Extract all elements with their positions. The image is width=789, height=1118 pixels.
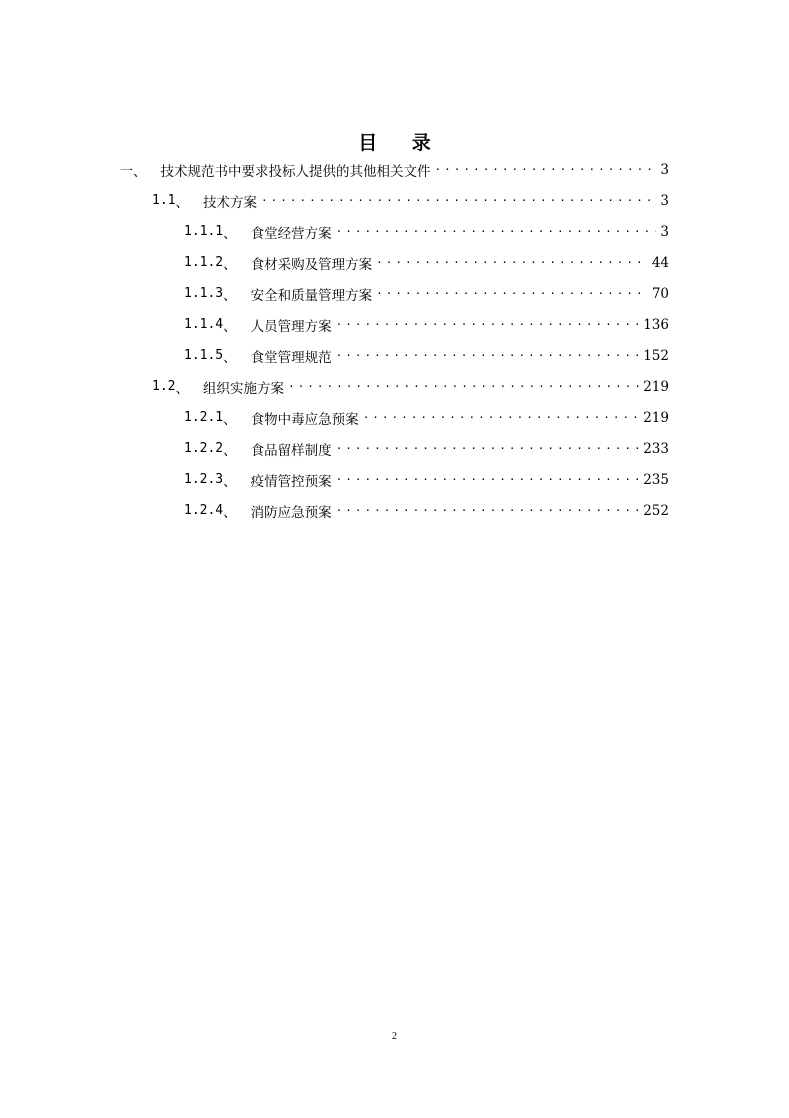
page-number: 2 bbox=[392, 1031, 397, 1042]
dot-leader bbox=[336, 316, 640, 335]
toc-heading: 技术规范书中要求投标人提供的其他相关文件 bbox=[160, 163, 431, 180]
toc-entry[interactable] bbox=[0, 402, 789, 433]
toc-page-number: 219 bbox=[643, 409, 669, 426]
toc-heading: 人员管理方案 bbox=[250, 318, 332, 335]
toc-number: 1.2.1 bbox=[184, 410, 224, 425]
table-of-contents bbox=[0, 154, 789, 526]
toc-number: 1.1.4 bbox=[184, 317, 224, 332]
toc-heading: 安全和质量管理方案 bbox=[250, 287, 373, 304]
toc-heading: 食材采购及管理方案 bbox=[250, 256, 373, 273]
toc-heading: 消防应急预案 bbox=[250, 504, 332, 521]
dot-leader bbox=[376, 285, 648, 304]
toc-page-number: 233 bbox=[643, 440, 669, 457]
dot-leader bbox=[376, 254, 648, 273]
toc-heading: 疫情管控预案 bbox=[250, 473, 332, 490]
dot-leader bbox=[336, 502, 640, 521]
toc-number: 1.2.3 bbox=[184, 472, 224, 487]
toc-separator: 、 bbox=[223, 287, 237, 304]
toc-separator: 、 bbox=[223, 225, 237, 242]
toc-separator: 、 bbox=[133, 163, 147, 180]
toc-number: 1.1 bbox=[152, 193, 176, 208]
toc-page-number: 252 bbox=[643, 502, 669, 519]
toc-entry[interactable] bbox=[0, 247, 789, 278]
toc-heading: 食堂管理规范 bbox=[250, 349, 332, 366]
dot-leader bbox=[261, 192, 656, 211]
toc-page-number: 219 bbox=[643, 378, 669, 395]
toc-heading: 食物中毒应急预案 bbox=[250, 411, 359, 428]
toc-number: 1.1.5 bbox=[184, 348, 224, 363]
toc-separator: 、 bbox=[223, 442, 237, 459]
toc-page-number: 3 bbox=[660, 223, 669, 240]
toc-page-number: 235 bbox=[643, 471, 669, 488]
toc-number: 1.2 bbox=[152, 379, 176, 394]
toc-entry[interactable] bbox=[0, 278, 789, 309]
toc-page-number: 3 bbox=[660, 192, 669, 209]
dot-leader bbox=[336, 347, 640, 366]
page-title: 目 录 bbox=[358, 132, 445, 154]
dot-leader bbox=[336, 223, 657, 242]
toc-entry[interactable] bbox=[0, 340, 789, 371]
toc-separator: 、 bbox=[175, 380, 189, 397]
dot-leader bbox=[435, 161, 657, 180]
toc-entry[interactable] bbox=[0, 216, 789, 247]
toc-entry[interactable] bbox=[0, 495, 789, 526]
toc-page-number: 3 bbox=[660, 161, 669, 178]
toc-separator: 、 bbox=[223, 504, 237, 521]
dot-leader bbox=[336, 471, 640, 490]
toc-page-number: 152 bbox=[643, 347, 669, 364]
toc-entry[interactable] bbox=[0, 309, 789, 340]
toc-entry[interactable] bbox=[0, 464, 789, 495]
toc-separator: 、 bbox=[223, 256, 237, 273]
toc-separator: 、 bbox=[223, 411, 237, 428]
dot-leader bbox=[363, 409, 640, 428]
dot-leader bbox=[288, 378, 639, 397]
toc-heading: 技术方案 bbox=[202, 194, 257, 211]
toc-heading: 食品留样制度 bbox=[250, 442, 332, 459]
toc-number: 1.2.2 bbox=[184, 441, 224, 456]
toc-heading: 组织实施方案 bbox=[202, 380, 284, 397]
toc-page-number: 136 bbox=[643, 316, 669, 333]
toc-entry[interactable] bbox=[0, 185, 789, 216]
toc-heading: 食堂经营方案 bbox=[250, 225, 332, 242]
toc-number: 一 bbox=[120, 164, 134, 179]
toc-separator: 、 bbox=[223, 318, 237, 335]
toc-page-number: 44 bbox=[651, 254, 669, 271]
toc-number: 1.2.4 bbox=[184, 503, 224, 518]
toc-separator: 、 bbox=[175, 194, 189, 211]
toc-entry[interactable] bbox=[0, 371, 789, 402]
toc-entry[interactable] bbox=[0, 433, 789, 464]
toc-number: 1.1.2 bbox=[184, 255, 224, 270]
toc-number: 1.1.3 bbox=[184, 286, 224, 301]
toc-separator: 、 bbox=[223, 473, 237, 490]
toc-number: 1.1.1 bbox=[184, 224, 224, 239]
toc-separator: 、 bbox=[223, 349, 237, 366]
toc-entry[interactable] bbox=[0, 154, 789, 185]
toc-page-number: 70 bbox=[651, 285, 669, 302]
dot-leader bbox=[336, 440, 640, 459]
